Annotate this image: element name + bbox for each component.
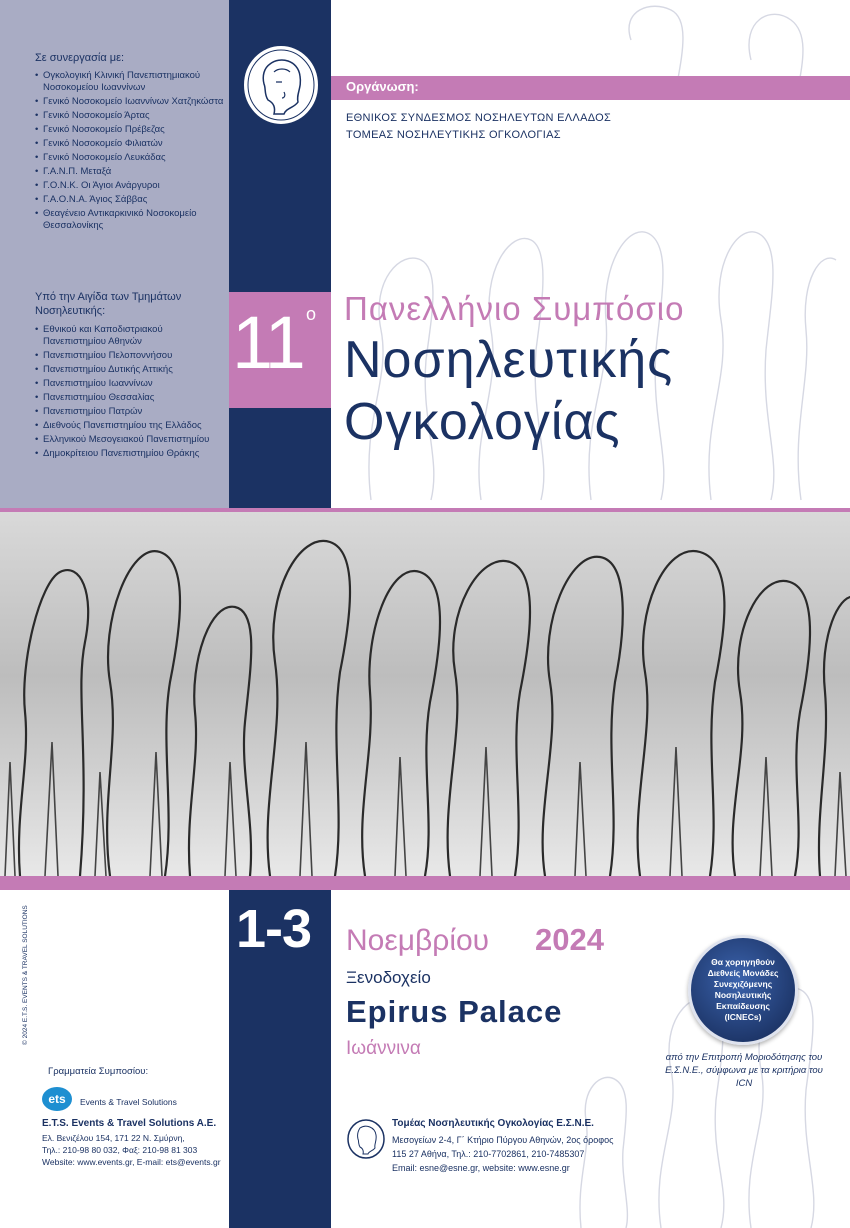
- list-item: • Πανεπιστημίου Πελοποννήσου: [35, 350, 225, 362]
- list-item: • Δημοκρίτειου Πανεπιστημίου Θράκης: [35, 448, 225, 460]
- event-city: Ιωάννινα: [346, 1038, 421, 1059]
- list-item: • Εθνικού και Καποδιστριακού Πανεπιστημίου Αθηνών: [35, 324, 225, 348]
- contact-title: Τομέας Νοσηλευτικής Ογκολογίας Ε.Σ.Ν.Ε.: [392, 1118, 594, 1129]
- secretariat-address: Ελ. Βενιζέλου 154, 171 22 Ν. Σμύρνη,: [42, 1133, 185, 1143]
- list-item: • Ογκολογική Κλινική Πανεπιστημιακού Νοσοκομείου Ιωαννίνων: [35, 70, 225, 94]
- contact-email-web: Email: esne@esne.gr, website: www.esne.gr: [392, 1163, 570, 1173]
- copyright-text: © 2024 E.T.S. EVENTS & TRAVEL SOLUTIONS: [22, 905, 29, 1045]
- list-item: • Θεαγένειο Αντικαρκινικό Νοσοκομείο Θεσσαλονίκης: [35, 208, 225, 232]
- ets-tagline: Events & Travel Solutions: [80, 1097, 177, 1107]
- auspices-section: [35, 290, 225, 462]
- list-item: • Διεθνούς Πανεπιστημίου της Ελλάδος: [35, 420, 225, 432]
- edition-number-suffix: ο: [306, 304, 317, 324]
- badge-footnote: από την Επιτροπή Μοριοδότησης του Ε.Σ.Ν.Ε., σύμφωνα με τα κριτήρια του ICN: [665, 1052, 823, 1089]
- list-item: • Ελληνικού Μεσογειακού Πανεπιστημίου: [35, 434, 225, 446]
- list-item: • Γενικό Νοσοκομείο Λευκάδας: [35, 152, 225, 164]
- list-item: • Πανεπιστημίου Θεσσαλίας: [35, 392, 225, 404]
- list-item: • Πανεπιστημίου Ιωαννίνων: [35, 378, 225, 390]
- title-line-2: Νοσηλευτικής: [344, 331, 674, 389]
- venue-name: Epirus Palace: [346, 994, 563, 1029]
- secretariat-phone: Τηλ.: 210-98 80 032, Φαξ: 210-98 81 303: [42, 1145, 198, 1155]
- partners-list: [35, 70, 225, 232]
- wire-figures-photo: [0, 512, 850, 876]
- partners-title: Σε συνεργασία με:: [35, 52, 125, 64]
- badge-text: Θα χορηγηθούν Διεθνείς Μονάδες Συνεχιζόμενης Νοσηλευτικής Εκπαίδευσης (ICNECs): [707, 957, 779, 1022]
- list-item: • Πανεπιστημίου Πατρών: [35, 406, 225, 418]
- contact-phone: 115 27 Αθήνα, Τηλ.: 210-7702861, 210-7485307: [392, 1149, 585, 1159]
- list-item: • Γ.Ο.Ν.Κ. Οι Άγιοι Ανάργυροι: [35, 180, 225, 192]
- list-item: • Γ.Α.Ο.Ν.Α. Άγιος Σάββας: [35, 194, 225, 206]
- esne-seal-logo-small: [346, 1118, 386, 1160]
- list-item: • Γενικό Νοσοκομείο Άρτας: [35, 110, 225, 122]
- auspices-list: [35, 324, 225, 460]
- list-item: • Γ.Α.Ν.Π. Μεταξά: [35, 166, 225, 178]
- partners-section: [35, 52, 225, 234]
- pink-divider-bottom: [0, 876, 850, 890]
- event-month: Νοεμβρίου: [346, 924, 490, 957]
- secretariat-web: Website: www.events.gr, E-mail: ets@events.gr: [42, 1157, 221, 1167]
- esne-seal-logo: [240, 42, 322, 128]
- contact-address: Μεσογείων 2-4, Γ΄ Κτήριο Πύργου Αθηνών, 2ος όροφος: [392, 1135, 614, 1145]
- organizer-label: Οργάνωση:: [346, 79, 419, 94]
- event-year: 2024: [535, 922, 604, 957]
- list-item: • Πανεπιστημίου Δυτικής Αττικής: [35, 364, 225, 376]
- footer-left-panel: [0, 890, 229, 1228]
- ets-logo: ets: [42, 1087, 72, 1111]
- secretariat-label: Γραμματεία Συμποσίου:: [48, 1066, 149, 1077]
- auspices-title: Υπό την Αιγίδα των Τμημάτων Νοσηλευτικής:: [35, 291, 182, 317]
- event-days: 1-3: [236, 899, 312, 959]
- title-line-3: Ογκολογίας: [344, 393, 621, 451]
- organizer-name-line2: ΤΟΜΕΑΣ ΝΟΣΗΛΕΥΤΙΚΗΣ ΟΓΚΟΛΟΓΙΑΣ: [346, 129, 561, 141]
- list-item: • Γενικό Νοσοκομείο Ιωαννίνων Χατζηκώστα: [35, 96, 225, 108]
- wire-figures-illustration: [0, 512, 850, 876]
- secretariat-company: E.T.S. Events & Travel Solutions A.E.: [42, 1118, 217, 1129]
- icnec-badge: [688, 935, 798, 1045]
- list-item: • Γενικό Νοσοκομείο Πρέβεζας: [35, 124, 225, 136]
- organizer-name-line1: ΕΘΝΙΚΟΣ ΣΥΝΔΕΣΜΟΣ ΝΟΣΗΛΕΥΤΩΝ ΕΛΛΑΔΟΣ: [346, 112, 612, 124]
- edition-number: 11: [232, 301, 303, 384]
- title-line-1: Πανελλήνιο Συμπόσιο: [344, 290, 685, 327]
- list-item: • Γενικό Νοσοκομείο Φιλιατών: [35, 138, 225, 150]
- venue-label: Ξενοδοχείο: [346, 968, 431, 987]
